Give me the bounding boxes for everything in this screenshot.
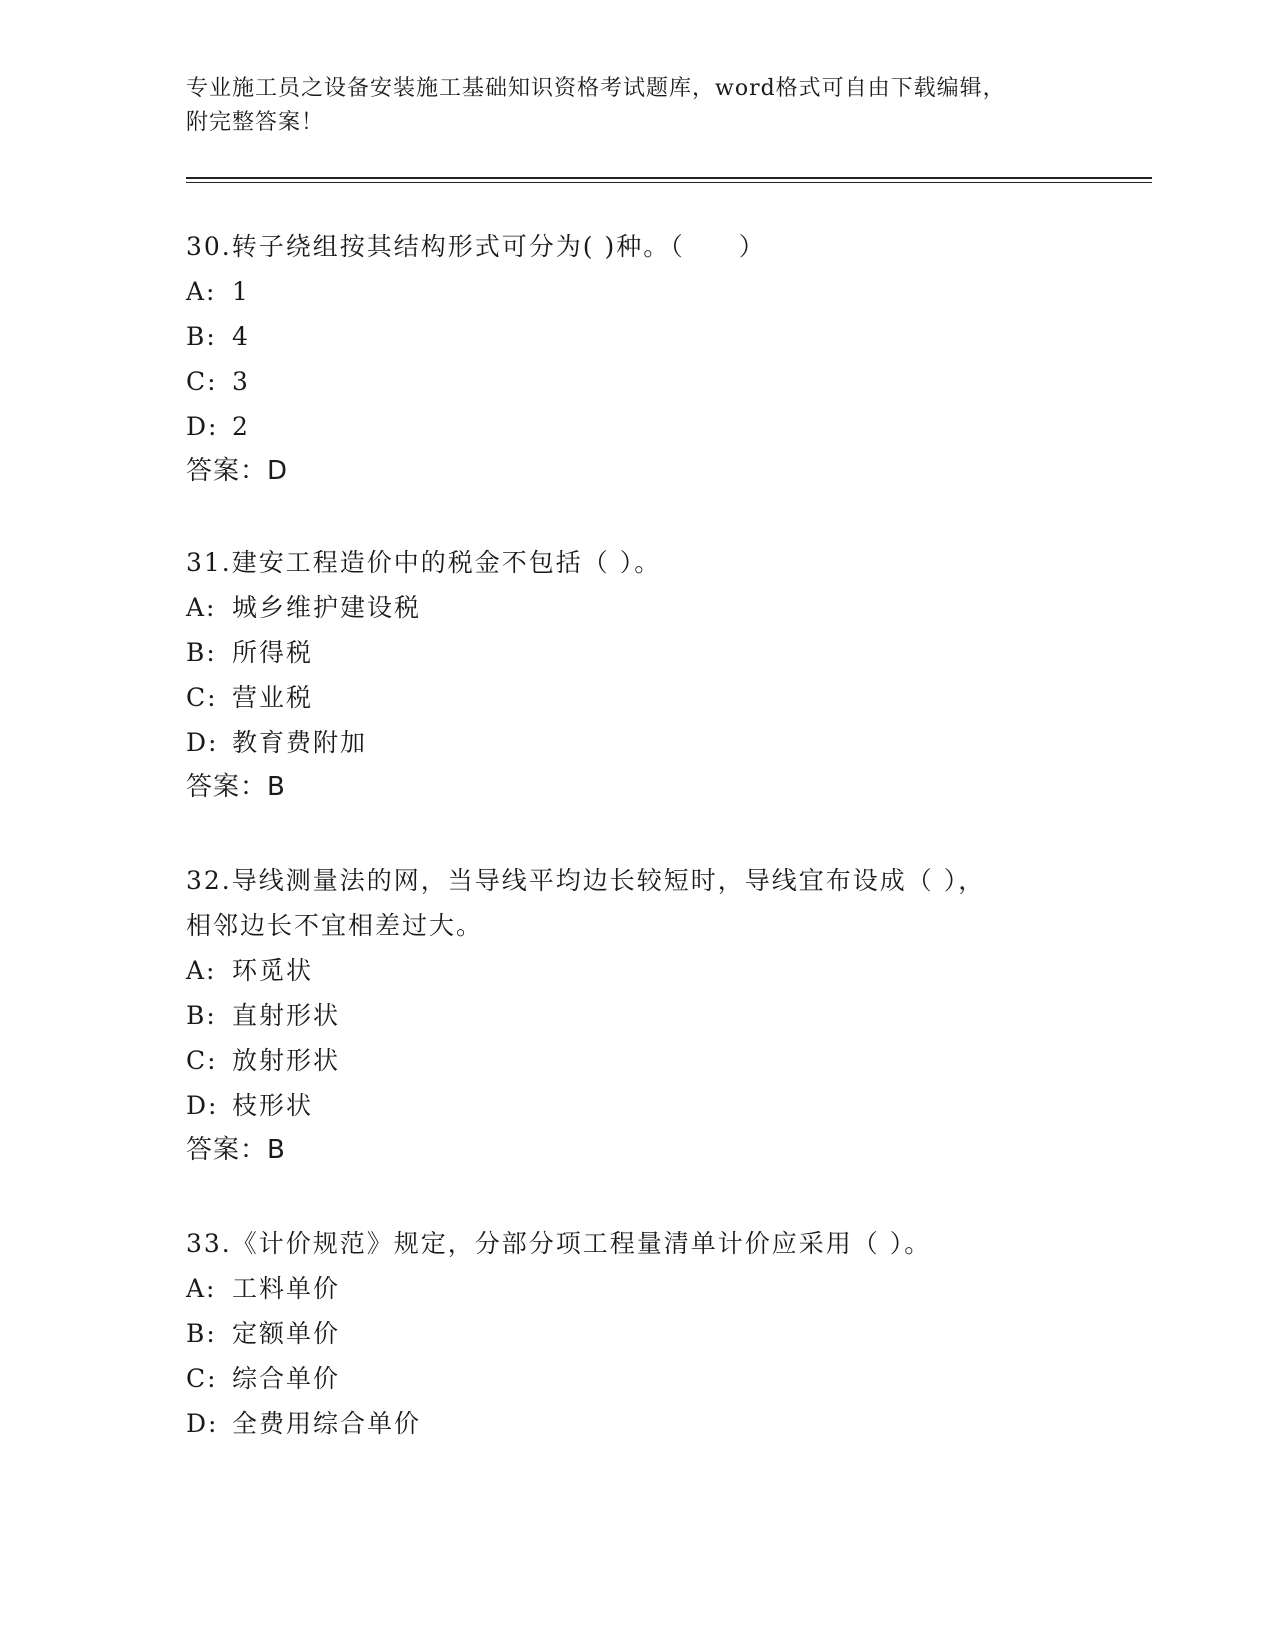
question-33 [186, 1221, 1086, 1446]
answer: 答案：B [186, 772, 286, 802]
option-b: B: 所得税 [186, 638, 314, 667]
option-a: A: 环觅状 [186, 956, 314, 985]
option-d: D: 2 [186, 412, 250, 441]
option-a: A: 工料单价 [186, 1274, 341, 1303]
option-d: D: 枝形状 [186, 1091, 314, 1120]
question-30 [186, 224, 1086, 493]
option-c: C: 3 [186, 367, 250, 396]
question-stem-line-2: 相邻边长不宜相差过大。 [186, 911, 484, 940]
question-stem: 30.转子绕组按其结构形式可分为( )种。（ ） [186, 232, 766, 261]
question-32 [186, 858, 1086, 1172]
header-line-2: 附完整答案！ [186, 110, 325, 135]
answer: 答案：D [186, 456, 289, 486]
option-a: A: 1 [186, 277, 250, 306]
option-c: C: 营业税 [186, 683, 314, 712]
option-d: D: 教育费附加 [186, 728, 368, 757]
question-stem: 31.建安工程造价中的税金不包括（ ）。 [186, 548, 662, 577]
question-stem-line-1: 32.导线测量法的网，当导线平均边长较短时，导线宜布设成（ ）， [186, 866, 986, 895]
option-c: C: 放射形状 [186, 1046, 341, 1075]
header-divider [186, 177, 1152, 183]
option-c: C: 综合单价 [186, 1364, 341, 1393]
question-31 [186, 540, 1086, 809]
option-b: B: 定额单价 [186, 1319, 341, 1348]
question-stem: 33.《计价规范》规定，分部分项工程量清单计价应采用（ ）。 [186, 1229, 932, 1258]
option-b: B: 4 [186, 322, 250, 351]
answer: 答案：B [186, 1135, 286, 1165]
option-b: B: 直射形状 [186, 1001, 341, 1030]
option-d: D: 全费用综合单价 [186, 1409, 422, 1438]
option-a: A: 城乡维护建设税 [186, 593, 422, 622]
document-header [186, 72, 1086, 140]
header-line-1: 专业施工员之设备安装施工基础知识资格考试题库，word格式可自由下载编辑， [186, 76, 1006, 101]
